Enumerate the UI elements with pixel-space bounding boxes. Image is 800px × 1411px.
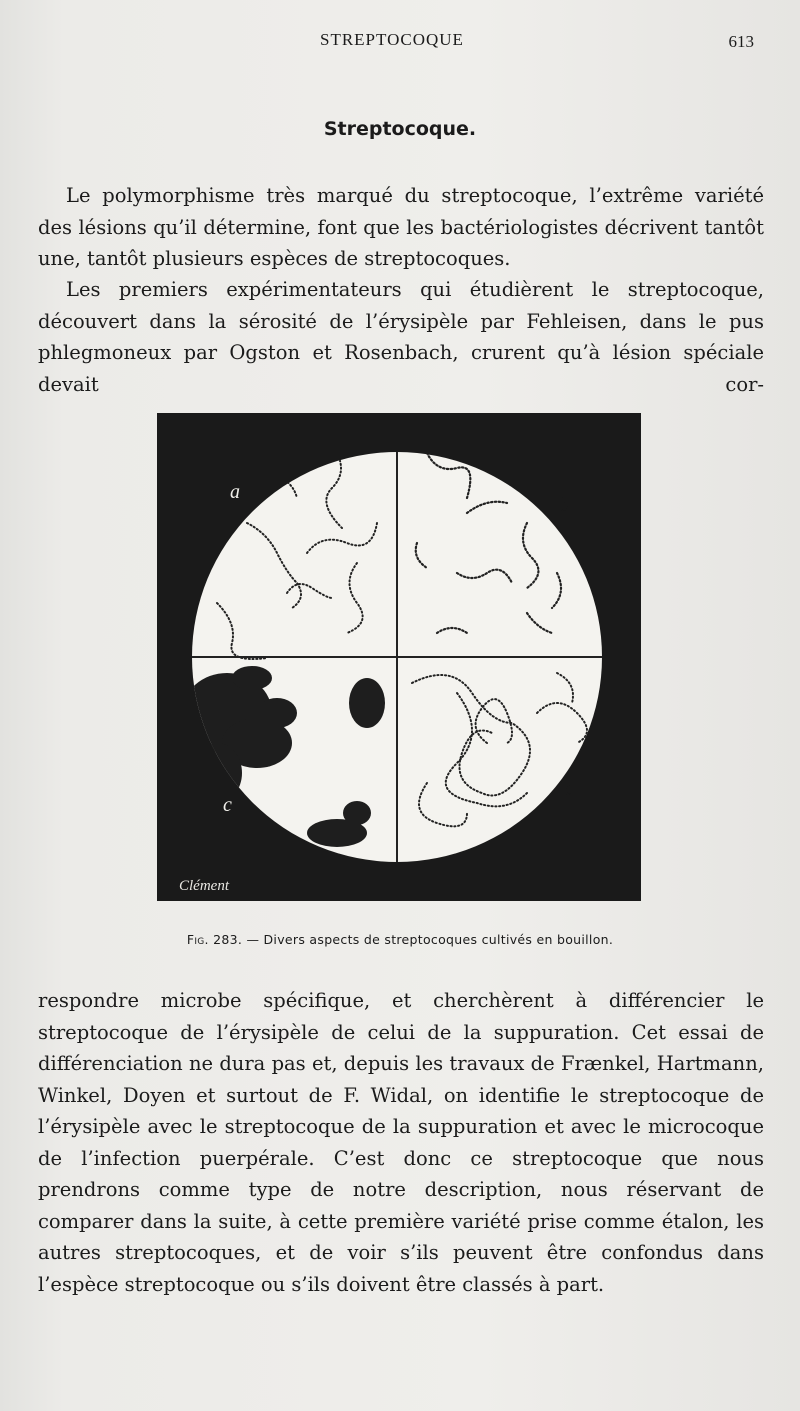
illustrator-signature: Clément [179, 878, 229, 894]
paragraph-intro: Le polymorphisme très marqué du streptocoque, l’extrême variété des lésions qu’il détermine, font que les bactériologistes décrivent tantôt une, tantôt plusieurs espèces de streptocoques. [38, 184, 764, 270]
paragraph-continuation: respondre microbe spécifique, et cherchèrent à différencier le streptocoque de l’érysipèle de celui de la suppuration. Cet essai de différenciation ne dura pas et, depuis les travaux de Frænkel, Hartmann, Winkel, Doyen et surtout de F. Widal, on identifie le streptocoque de l’érysipèle avec le streptocoque de la suppuration et avec le microcoque de l’infection puerpérale. C’est donc ce streptocoque que nous prendrons comme type de notre description, nous réservant de comparer dans la suite, à cette première variété prise comme étalon, les autres streptocoques, et de voir s’ils peuvent être confondus dans l’espèce streptocoque ou s’ils doivent être classés à part. [38, 989, 764, 1296]
quadrant-label-b: b [560, 494, 570, 516]
figure-caption-label: Fig. 283. [186, 932, 243, 947]
section-title: Streptocoque. [323, 118, 477, 140]
running-head: STREPTOCOQUE [320, 30, 464, 49]
quadrant-label-d: d [565, 778, 575, 800]
quadrant-label-a: a [230, 481, 240, 503]
paragraph-history: Les premiers expérimentateurs qui étudièrent le streptocoque, découvert dans la sérosité de l’érysipèle par Fehleisen, dans le pus phlegmoneux par Ogston et Rosenbach, crurent qu’à lésion spéciale devait cor- [38, 278, 764, 396]
quadrant-label-c: c [223, 794, 232, 816]
figure-caption-text: — Divers aspects de streptocoques cultivés en bouillon. [246, 932, 614, 947]
page-number: 613 [728, 32, 754, 51]
figure-streptococci-illustration [157, 413, 641, 901]
figure-caption [0, 932, 800, 947]
